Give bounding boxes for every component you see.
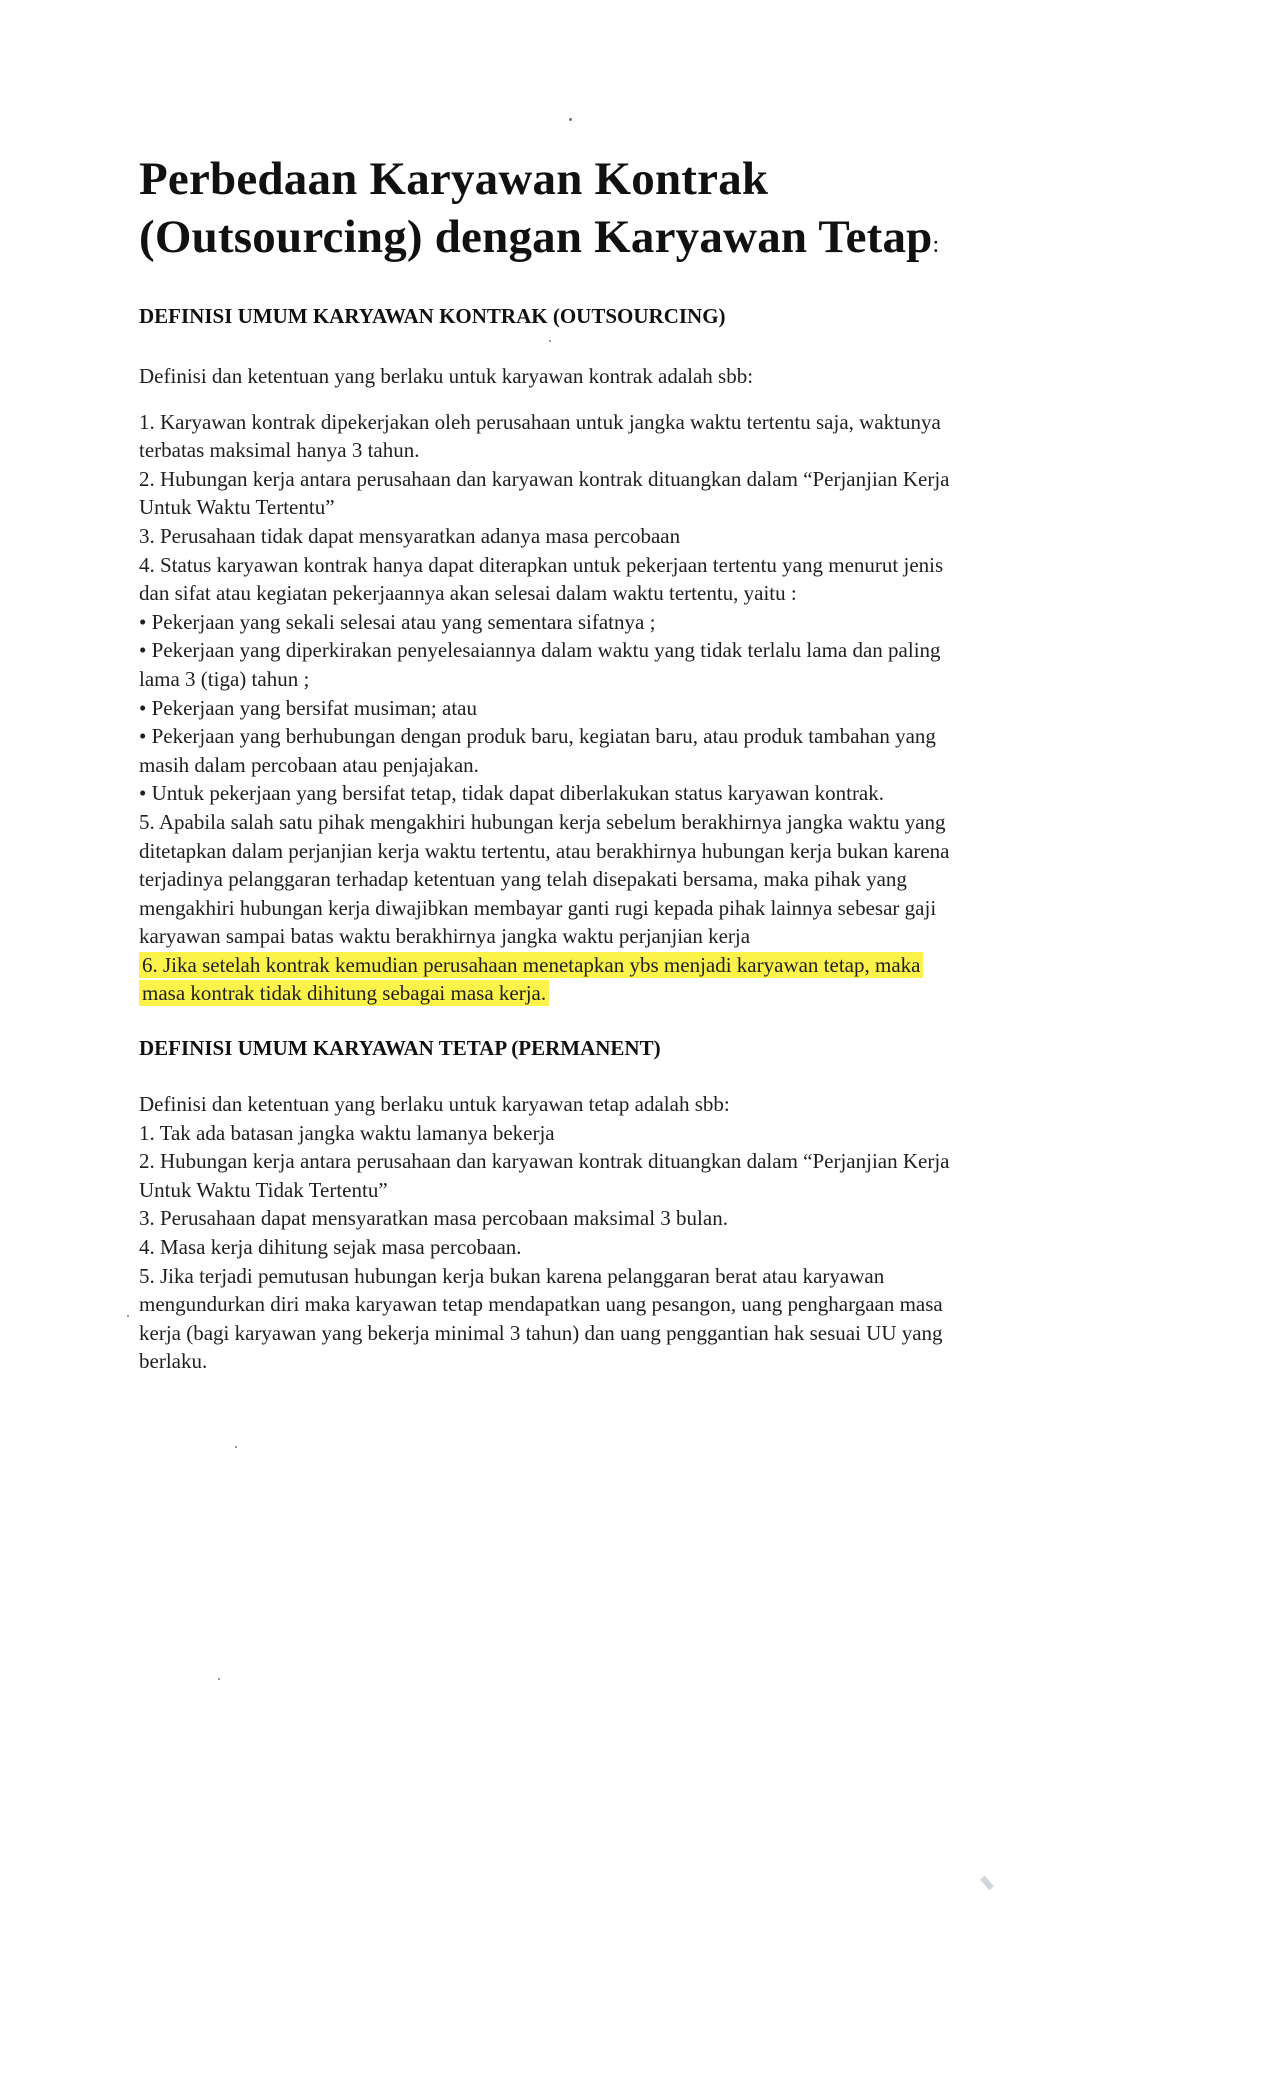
bullet-item: [139, 722, 1139, 779]
list-line: 5. Apabila salah satu pihak mengakhiri hubungan kerja sebelum berakhirnya jangka waktu yang: [139, 809, 946, 834]
list-line: 2. Hubungan kerja antara perusahaan dan karyawan kontrak dituangkan dalam “Perjanjian Kerja: [139, 466, 950, 491]
bullet-item: [139, 694, 1139, 723]
list-line: • Pekerjaan yang sekali selesai atau yang sementara sifatnya ;: [139, 609, 656, 634]
section-intro-tetap: Definisi dan ketentuan yang berlaku untuk karyawan tetap adalah sbb:: [139, 1092, 730, 1117]
list-item: [139, 1204, 1139, 1233]
list-line: 1. Karyawan kontrak dipekerjakan oleh perusahaan untuk jangka waktu tertentu saja, waktunya: [139, 409, 941, 434]
list-item: [139, 808, 1139, 951]
scan-speck: [127, 1315, 129, 1317]
list-item: [139, 522, 1139, 551]
list-line: 5. Jika terjadi pemutusan hubungan kerja bukan karena pelanggaran berat atau karyawan: [139, 1263, 885, 1288]
title-line-2: (Outsourcing) dengan Karyawan Tetap: [139, 211, 933, 263]
list-line: 1. Tak ada batasan jangka waktu lamanya bekerja: [139, 1120, 555, 1145]
scan-speck: [980, 1876, 994, 1891]
list-line: 2. Hubungan kerja antara perusahaan dan karyawan kontrak dituangkan dalam “Perjanjian Kerja: [139, 1149, 950, 1174]
bullet-item: [139, 608, 1139, 637]
list-line: mengundurkan diri maka karyawan tetap mendapatkan uang pesangon, uang penghargaan masa: [139, 1292, 943, 1317]
section-heading-kontrak: DEFINISI UMUM KARYAWAN KONTRAK (OUTSOURCING): [139, 304, 726, 328]
list-line: karyawan sampai batas waktu berakhirnya jangka waktu perjanjian kerja: [139, 924, 751, 949]
list-line: • Untuk pekerjaan yang bersifat tetap, tidak dapat diberlakukan status karyawan kontrak.: [139, 781, 885, 806]
highlighted-list-item: [139, 951, 1139, 1008]
document-title: [139, 150, 1139, 274]
list-line: terbatas maksimal hanya 3 tahun.: [139, 438, 420, 463]
list-line: Untuk Waktu Tertentu”: [139, 495, 335, 520]
list-item: [139, 465, 1139, 522]
list-line: kerja (bagi karyawan yang bekerja minimal 3 tahun) dan uang penggantian hak sesuai UU yang: [139, 1320, 943, 1345]
list-item: [139, 1233, 1139, 1262]
document-page: [139, 150, 1139, 1376]
list-line: berlaku.: [139, 1349, 208, 1374]
highlighted-line: masa kontrak tidak dihitung sebagai masa kerja.: [139, 980, 549, 1006]
list-line: ditetapkan dalam perjanjian kerja waktu tertentu, atau berakhirnya hubungan kerja bukan karena: [139, 838, 950, 863]
title-line-1: Perbedaan Karyawan Kontrak: [139, 153, 769, 205]
list-line: dan sifat atau kegiatan pekerjaannya akan selesai dalam waktu tertentu, yaitu :: [139, 581, 797, 606]
list-line: 4. Status karyawan kontrak hanya dapat diterapkan untuk pekerjaan tertentu yang menurut jenis: [139, 552, 944, 577]
list-item: [139, 551, 1139, 608]
list-line: • Pekerjaan yang diperkirakan penyelesaiannya dalam waktu yang tidak terlalu lama dan paling: [139, 638, 941, 663]
list-line: lama 3 (tiga) tahun ;: [139, 666, 310, 691]
list-line: terjadinya pelanggaran terhadap ketentuan yang telah disepakati bersama, maka pihak yang: [139, 867, 907, 892]
list-item: [139, 1147, 1139, 1204]
section-intro-kontrak: Definisi dan ketentuan yang berlaku untuk karyawan kontrak adalah sbb:: [139, 364, 754, 388]
list-line: 3. Perusahaan dapat mensyaratkan masa percobaan maksimal 3 bulan.: [139, 1206, 728, 1231]
list-line: mengakhiri hubungan kerja diwajibkan membayar ganti rugi kepada pihak lainnya sebesar gaji: [139, 895, 937, 920]
list-item: [139, 1262, 1139, 1376]
list-line: Untuk Waktu Tidak Tertentu”: [139, 1177, 388, 1202]
list-line: masih dalam percobaan atau penjajakan.: [139, 752, 479, 777]
list-line: • Pekerjaan yang bersifat musiman; atau: [139, 695, 477, 720]
list-item: [139, 408, 1139, 465]
highlighted-line: 6. Jika setelah kontrak kemudian perusahaan menetapkan ybs menjadi karyawan tetap, maka: [139, 952, 923, 978]
scan-speck: [218, 1678, 220, 1680]
list-item: [139, 1119, 1139, 1148]
title-suffix: :: [932, 232, 940, 258]
section-heading-tetap: DEFINISI UMUM KARYAWAN TETAP (PERMANENT): [139, 1036, 661, 1061]
list-line: 3. Perusahaan tidak dapat mensyaratkan adanya masa percobaan: [139, 523, 681, 548]
list-line: • Pekerjaan yang berhubungan dengan produk baru, kegiatan baru, atau produk tambahan yang: [139, 724, 936, 749]
bullet-item: [139, 636, 1139, 693]
list-line: 4. Masa kerja dihitung sejak masa percobaan.: [139, 1235, 522, 1260]
tetap-list: [139, 1119, 1139, 1376]
kontrak-list: [139, 408, 1139, 1008]
bullet-item: [139, 779, 1139, 808]
scan-speck: [235, 1446, 237, 1448]
scan-speck: [569, 118, 572, 121]
